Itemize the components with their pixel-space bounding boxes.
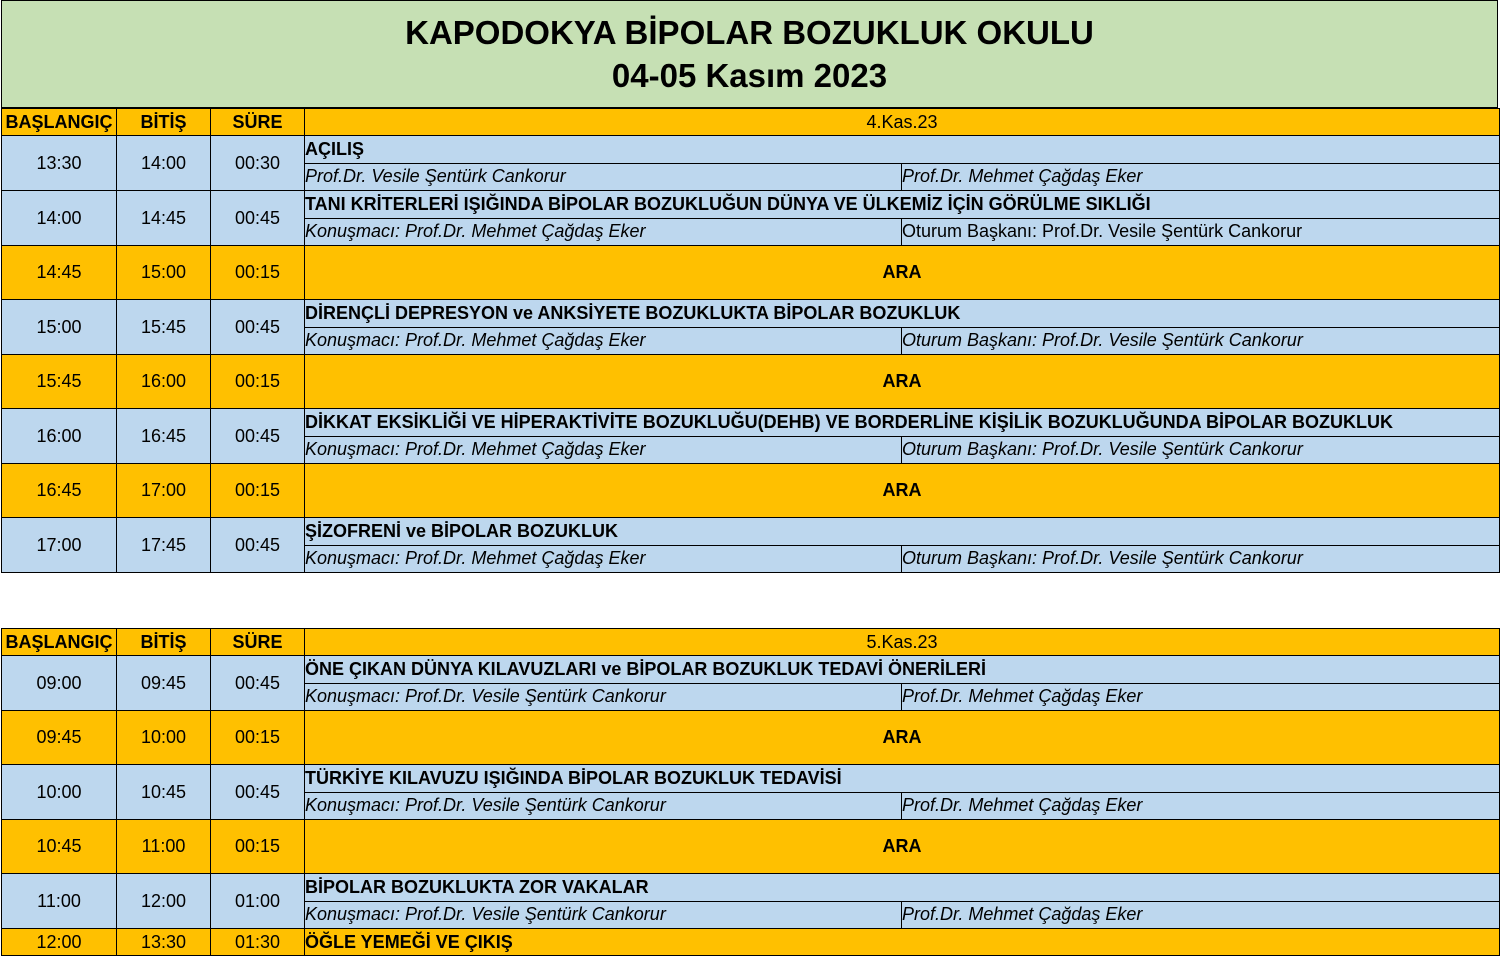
speaker-left: Konuşmacı: Prof.Dr. Mehmet Çağdaş Eker	[305, 436, 902, 464]
break-row	[2, 246, 1500, 300]
duration: 00:45	[211, 656, 305, 711]
header-duration: SÜRE	[211, 629, 305, 656]
duration: 00:30	[211, 136, 305, 191]
session-title: DİKKAT EKSİKLİĞİ VE HİPERAKTİVİTE BOZUKLUĞU(DEHB) VE BORDERLİNE KİŞİLİK BOZUKLUĞUNDA BİPOLAR BOZUKLUK	[305, 409, 1500, 437]
duration: 00:15	[211, 464, 305, 518]
break-row	[2, 355, 1500, 409]
break-label: ARA	[305, 820, 1500, 874]
start-time: 10:00	[2, 765, 117, 820]
duration: 00:15	[211, 246, 305, 300]
start-time: 15:00	[2, 300, 117, 355]
header-start: BAŞLANGIÇ	[2, 109, 117, 136]
duration: 01:00	[211, 874, 305, 929]
start-time: 11:00	[2, 874, 117, 929]
end-time: 10:45	[117, 765, 211, 820]
duration: 00:15	[211, 355, 305, 409]
start-time: 10:45	[2, 820, 117, 874]
start-time: 15:45	[2, 355, 117, 409]
duration: 00:15	[211, 711, 305, 765]
speaker-left: Konuşmacı: Prof.Dr. Mehmet Çağdaş Eker	[305, 327, 902, 355]
session-title: TANI KRİTERLERİ IŞIĞINDA BİPOLAR BOZUKLUĞUN DÜNYA VE ÜLKEMİZ İÇİN GÖRÜLME SIKLIĞI	[305, 191, 1500, 219]
speaker-right: Prof.Dr. Mehmet Çağdaş Eker	[902, 163, 1500, 191]
end-time: 15:00	[117, 246, 211, 300]
end-time: 16:00	[117, 355, 211, 409]
session-title: BİPOLAR BOZUKLUKTA ZOR VAKALAR	[305, 874, 1500, 902]
duration: 01:30	[211, 929, 305, 956]
session-title: ÖNE ÇIKAN DÜNYA KILAVUZLARI ve BİPOLAR BOZUKLUK TEDAVİ ÖNERİLERİ	[305, 656, 1500, 684]
end-time: 15:45	[117, 300, 211, 355]
end-time: 09:45	[117, 656, 211, 711]
start-time: 16:45	[2, 464, 117, 518]
duration: 00:45	[211, 518, 305, 573]
start-time: 09:00	[2, 656, 117, 711]
session-title: TÜRKİYE KILAVUZU IŞIĞINDA BİPOLAR BOZUKLUK TEDAVİSİ	[305, 765, 1500, 793]
speaker-right: Oturum Başkanı: Prof.Dr. Vesile Şentürk Cankorur	[902, 218, 1500, 246]
break-label: ARA	[305, 355, 1500, 409]
session-row	[2, 765, 1500, 793]
day1-table	[1, 108, 1500, 573]
end-time: 17:45	[117, 518, 211, 573]
end-time: 10:00	[117, 711, 211, 765]
speaker-right: Prof.Dr. Mehmet Çağdaş Eker	[902, 683, 1500, 711]
start-time: 14:45	[2, 246, 117, 300]
session-row	[2, 518, 1500, 546]
break-label: ARA	[305, 246, 1500, 300]
speaker-left: Konuşmacı: Prof.Dr. Mehmet Çağdaş Eker	[305, 545, 902, 573]
speaker-left: Konuşmacı: Prof.Dr. Vesile Şentürk Cankorur	[305, 792, 902, 820]
speaker-left: Prof.Dr. Vesile Şentürk Cankorur	[305, 163, 902, 191]
page-title: KAPODOKYA BİPOLAR BOZUKLUK OKULU	[405, 14, 1094, 51]
duration: 00:45	[211, 191, 305, 246]
break-row	[2, 820, 1500, 874]
break-label: ARA	[305, 711, 1500, 765]
speaker-right: Prof.Dr. Mehmet Çağdaş Eker	[902, 901, 1500, 929]
day2-header-row	[2, 629, 1500, 656]
break-row	[2, 711, 1500, 765]
speaker-right: Oturum Başkanı: Prof.Dr. Vesile Şentürk Cankorur	[902, 436, 1500, 464]
duration: 00:45	[211, 300, 305, 355]
break-label: ARA	[305, 464, 1500, 518]
header-start: BAŞLANGIÇ	[2, 629, 117, 656]
duration: 00:15	[211, 820, 305, 874]
header-end: BİTİŞ	[117, 109, 211, 136]
session-title: DİRENÇLİ DEPRESYON ve ANKSİYETE BOZUKLUKTA BİPOLAR BOZUKLUK	[305, 300, 1500, 328]
break-row	[2, 464, 1500, 518]
day1-header-row	[2, 109, 1500, 136]
duration: 00:45	[211, 409, 305, 464]
end-time: 14:00	[117, 136, 211, 191]
end-time: 17:00	[117, 464, 211, 518]
header-duration: SÜRE	[211, 109, 305, 136]
session-row	[2, 874, 1500, 902]
session-title: AÇILIŞ	[305, 136, 1500, 164]
session-row	[2, 191, 1500, 219]
end-time: 12:00	[117, 874, 211, 929]
day2-date: 5.Kas.23	[305, 629, 1500, 656]
speaker-left: Konuşmacı: Prof.Dr. Mehmet Çağdaş Eker	[305, 218, 902, 246]
session-row	[2, 300, 1500, 328]
page-subtitle: 04-05 Kasım 2023	[611, 57, 888, 94]
end-time: 11:00	[117, 820, 211, 874]
title-banner	[1, 0, 1498, 108]
session-title: ÖĞLE YEMEĞİ VE ÇIKIŞ	[305, 929, 1500, 956]
session-row	[2, 656, 1500, 684]
session-row	[2, 409, 1500, 437]
start-time: 12:00	[2, 929, 117, 956]
duration: 00:45	[211, 765, 305, 820]
closing-row	[2, 929, 1500, 956]
session-title: ŞİZOFRENİ ve BİPOLAR BOZUKLUK	[305, 518, 1500, 546]
end-time: 14:45	[117, 191, 211, 246]
speaker-left: Konuşmacı: Prof.Dr. Vesile Şentürk Cankorur	[305, 901, 902, 929]
end-time: 16:45	[117, 409, 211, 464]
start-time: 16:00	[2, 409, 117, 464]
start-time: 13:30	[2, 136, 117, 191]
header-end: BİTİŞ	[117, 629, 211, 656]
speaker-right: Prof.Dr. Mehmet Çağdaş Eker	[902, 792, 1500, 820]
start-time: 09:45	[2, 711, 117, 765]
speaker-right: Oturum Başkanı: Prof.Dr. Vesile Şentürk Cankorur	[902, 545, 1500, 573]
session-row	[2, 136, 1500, 164]
speaker-left: Konuşmacı: Prof.Dr. Vesile Şentürk Cankorur	[305, 683, 902, 711]
start-time: 14:00	[2, 191, 117, 246]
speaker-right: Oturum Başkanı: Prof.Dr. Vesile Şentürk Cankorur	[902, 327, 1500, 355]
start-time: 17:00	[2, 518, 117, 573]
day2-table	[1, 628, 1500, 956]
end-time: 13:30	[117, 929, 211, 956]
day1-date: 4.Kas.23	[305, 109, 1500, 136]
